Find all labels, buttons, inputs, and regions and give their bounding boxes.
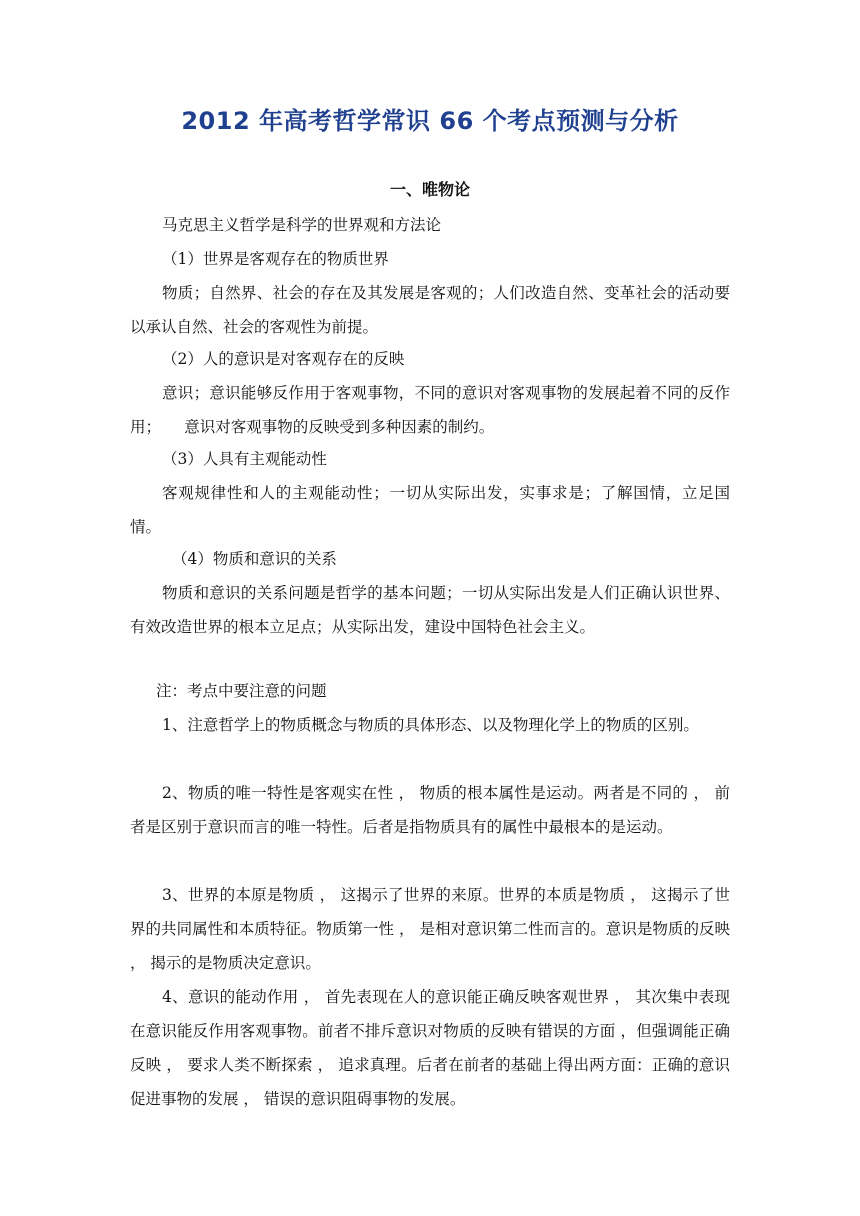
note-item-2: 2、物质的唯一特性是客观实在性 ， 物质的根本属性是运动。两者是不同的 ， 前者是区别于意识而言的唯一特性。后者是指物质具有的属性中最根本的是运动。 <box>130 784 730 836</box>
document-title: 2012 年高考哲学常识 66 个考点预测与分析 <box>181 107 679 135</box>
point-3-label: （3）人具有主观能动性 <box>162 450 327 468</box>
section-intro: 马克思主义哲学是科学的世界观和方法论 <box>162 216 442 234</box>
point-2-label: （2）人的意识是对客观存在的反映 <box>162 350 405 368</box>
point-4-label: （4）物质和意识的关系 <box>172 550 337 568</box>
point-4-text: 物质和意识的关系问题是哲学的基本问题；一切从实际出发是人们正确认识世界、有效改造世界的根本立足点；从实际出发，建设中国特色社会主义。 <box>130 584 730 636</box>
note-item-4: 4、意识的能动作用 ， 首先表现在人的意识能正确反映客观世界 ， 其次集中表现在意识能反作用客观事物。前者不排斥意识对物质的反映有错误的方面 ，但强调能正确反映 ， 要求人类不断探索 ， 追求真理。后者在前者的基础上得出两方面：正确的意识促进事物的发展 ， 错误的意识阻碍事物的发展。 <box>130 988 730 1108</box>
point-1-text: 物质；自然界、社会的存在及其发展是客观的；人们改造自然、变革社会的活动要以承认自然、社会的客观性为前提。 <box>130 284 730 336</box>
note-item-3: 3、世界的本原是物质 ， 这揭示了世界的来原。世界的本质是物质 ， 这揭示了世界的共同属性和本质特征。物质第一性 ， 是相对意识第二性而言的。意识是物质的反映 ， 揭示的是物质决定意识。 <box>130 886 730 972</box>
section-heading: 一、唯物论 <box>389 180 470 199</box>
notes-heading: 注：考点中要注意的问题 <box>156 682 327 700</box>
point-1-label: （1）世界是客观存在的物质世界 <box>162 250 389 268</box>
point-2-text: 意识；意识能够反作用于客观事物，不同的意识对客观事物的发展起着不同的反作用； 意识对客观事物的反映受到多种因素的制约。 <box>130 384 730 436</box>
point-3-text: 客观规律性和人的主观能动性；一切从实际出发，实事求是；了解国情，立足国情。 <box>130 484 730 536</box>
note-item-1: 1、注意哲学上的物质概念与物质的具体形态、以及物理化学上的物质的区别。 <box>162 716 699 734</box>
